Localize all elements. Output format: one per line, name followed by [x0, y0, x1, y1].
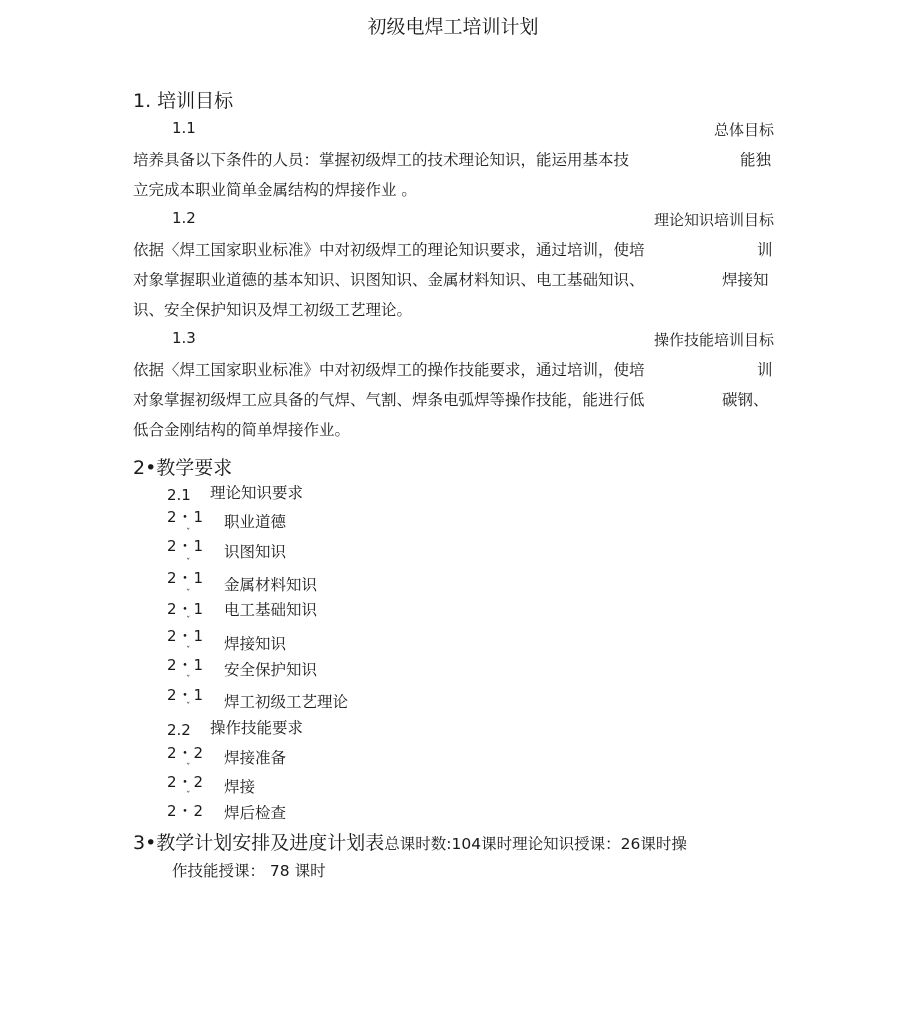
- section-1-heading: 1. 培训目标: [133, 90, 234, 112]
- paragraph-line: 对象掌握职业道德的基本知识、识图知识、金属材料知识、电工基础知识、: [133, 271, 645, 289]
- paragraph-line: 识、安全保护知识及焊工初级工艺理论。: [133, 301, 413, 319]
- skills-item-number: 2・2: [167, 802, 205, 820]
- paragraph-line: 培养具备以下条件的人员：掌握初级焊工的技术理论知识，能运用基本技: [133, 151, 630, 169]
- theory-item-number: 2・1: [167, 537, 205, 555]
- paragraph-line: 低合金刚结构的简单焊接作业。: [133, 421, 351, 439]
- document-title: 初级电焊工培训计划: [367, 16, 539, 38]
- paragraph-line-end: 碳钢、: [722, 391, 769, 409]
- paragraph-line-end: 焊接知: [722, 271, 769, 289]
- theory-item-label: 识图知识: [224, 543, 287, 561]
- stray-mark: ˇ: [186, 616, 191, 626]
- theory-item-label: 金属材料知识: [224, 576, 318, 594]
- section-3-heading: 3•教学计划安排及进度计划表: [133, 832, 385, 854]
- stray-mark: ˇ: [186, 646, 191, 656]
- theory-item-number: 2・1: [167, 686, 205, 704]
- theory-item-number: 2・1: [167, 600, 205, 618]
- theory-requirements-number: 2.1: [167, 486, 191, 504]
- paragraph-line: 依据〈焊工国家职业标准》中对初级焊工的操作技能要求，通过培训，使培: [133, 361, 645, 379]
- stray-mark: ˇ: [186, 528, 191, 538]
- skills-item-label: 焊接: [224, 778, 256, 796]
- section-3-continuation: 作技能授课： 78 课时: [172, 862, 326, 880]
- theory-item-number: 2・1: [167, 656, 205, 674]
- paragraph-line: 对象掌握初级焊工应具备的气焊、气割、焊条电弧焊等操作技能，能进行低: [133, 391, 645, 409]
- stray-mark: ˇ: [186, 702, 191, 712]
- skills-item-label: 焊接准备: [224, 749, 287, 767]
- theory-requirements-label: 理论知识要求: [210, 484, 304, 502]
- section-3-summary: 总课时数:104课时理论知识授课：26课时操: [384, 835, 687, 853]
- paragraph-line-end: 训: [757, 361, 773, 379]
- stray-mark: ˇ: [186, 791, 191, 801]
- skills-requirements-label: 操作技能要求: [210, 719, 304, 737]
- paragraph-line: 依据〈焊工国家职业标准》中对初级焊工的理论知识要求，通过培训，使培: [133, 241, 645, 259]
- subsection-1-2-title: 理论知识培训目标: [653, 211, 774, 229]
- theory-item-number: 2・1: [167, 508, 205, 526]
- theory-item-number: 2・1: [167, 627, 205, 645]
- stray-mark: ˇ: [186, 558, 191, 568]
- subsection-1-3-number: 1.3: [172, 329, 196, 347]
- paragraph-line-end: 训: [757, 241, 773, 259]
- skills-item-label: 焊后检查: [224, 804, 287, 822]
- skills-item-number: 2・2: [167, 744, 205, 762]
- subsection-1-3-title: 操作技能培训目标: [653, 331, 774, 349]
- section-3-line: [133, 828, 687, 855]
- theory-item-label: 安全保护知识: [224, 661, 318, 679]
- paragraph-line: 立完成本职业简单金属结构的焊接作业 。: [133, 181, 417, 199]
- section-2-heading: 2•教学要求: [133, 457, 233, 479]
- theory-item-label: 焊工初级工艺理论: [224, 693, 349, 711]
- stray-mark: ˇ: [186, 589, 191, 599]
- theory-item-number: 2・1: [167, 569, 205, 587]
- paragraph-line-end: 能独: [740, 151, 772, 169]
- subsection-1-1-title: 总体目标: [713, 121, 774, 139]
- skills-requirements-number: 2.2: [167, 721, 191, 739]
- stray-mark: ˇ: [186, 675, 191, 685]
- theory-item-label: 职业道德: [224, 513, 287, 531]
- theory-item-label: 焊接知识: [224, 635, 287, 653]
- stray-mark: ˇ: [186, 763, 191, 773]
- skills-item-number: 2・2: [167, 773, 205, 791]
- subsection-1-2-number: 1.2: [172, 209, 196, 227]
- subsection-1-1-number: 1.1: [172, 119, 196, 137]
- theory-item-label: 电工基础知识: [224, 601, 318, 619]
